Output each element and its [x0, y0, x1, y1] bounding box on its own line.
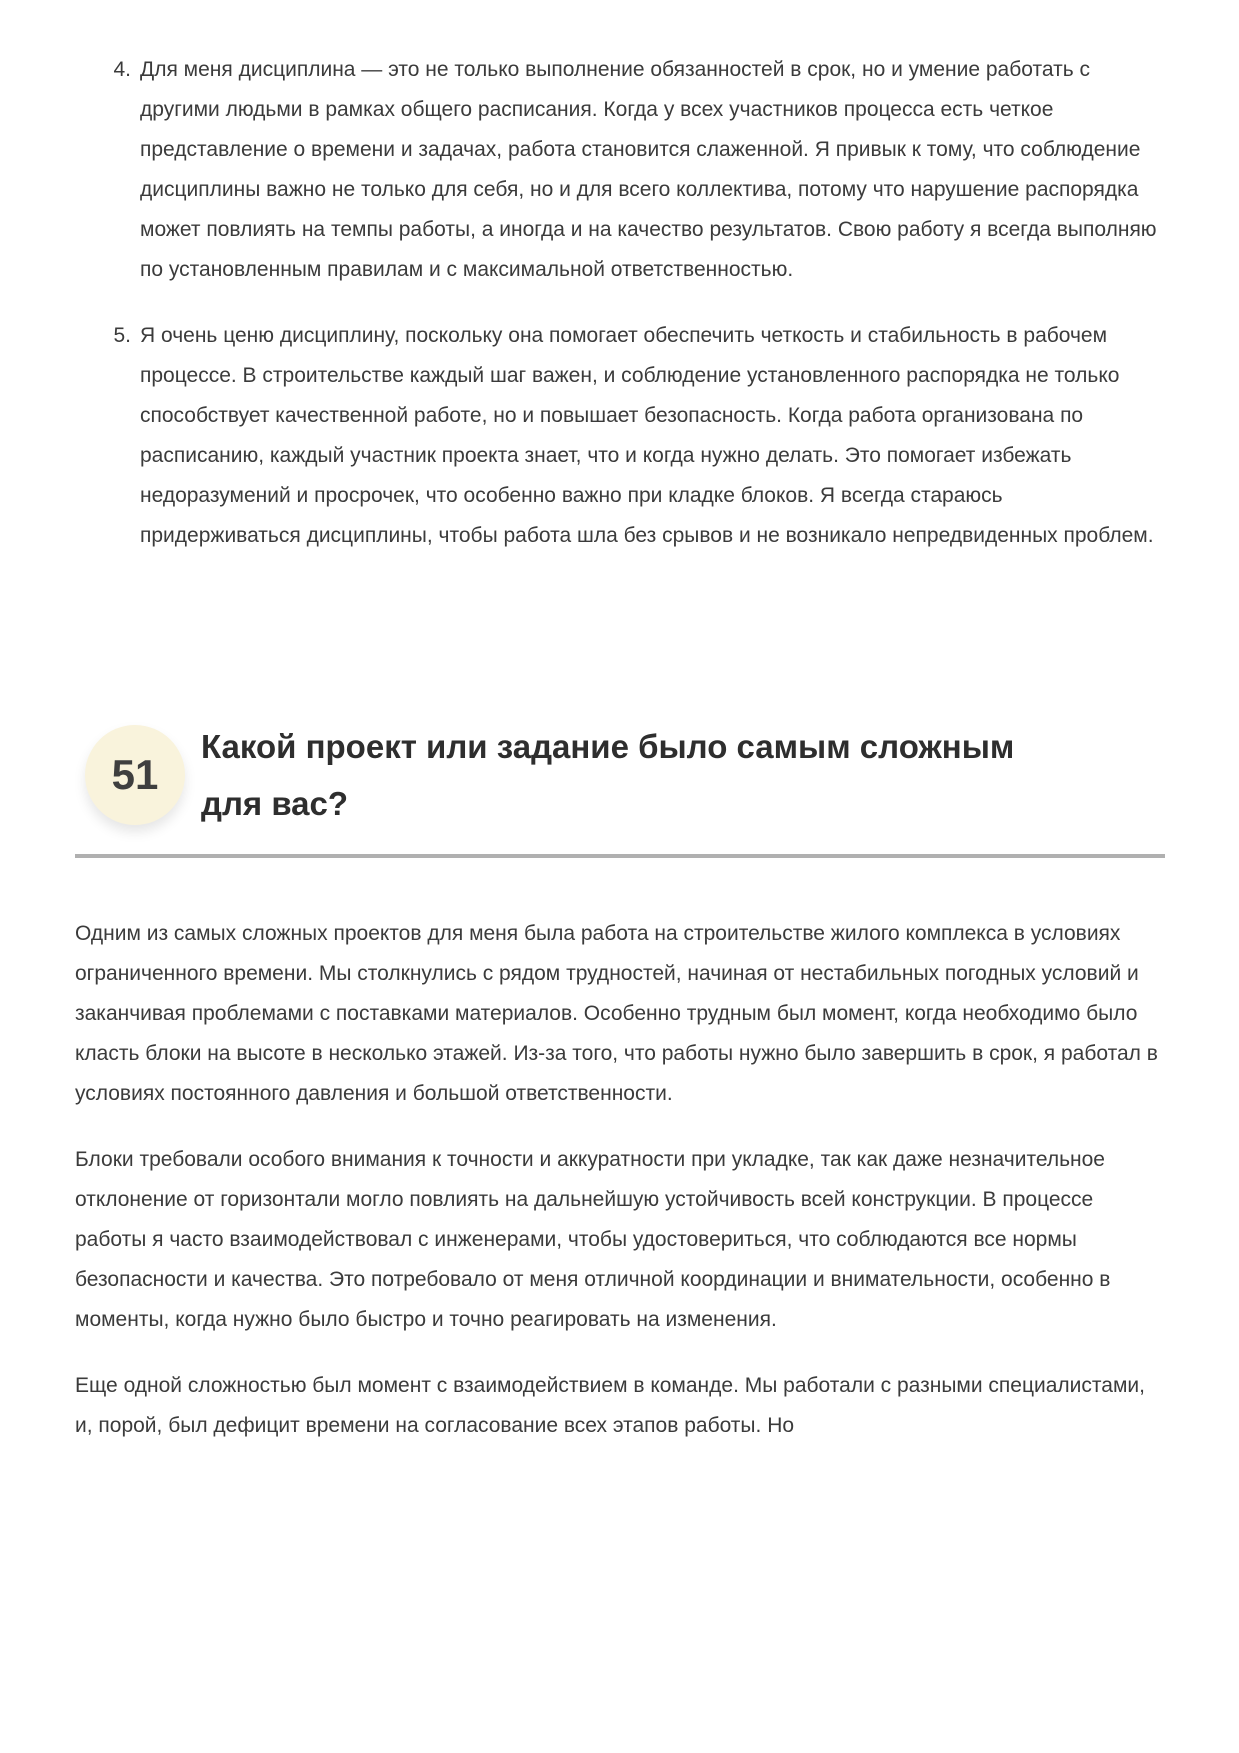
- section-divider: [75, 854, 1165, 858]
- list-item: [75, 316, 1165, 556]
- answers-list: [75, 50, 1165, 556]
- answer-paragraph: Одним из самых сложных проектов для меня была работа на строительстве жилого комплекса в условиях ограниченного времени. Мы столкнулись с рядом трудностей, начиная от нестабильных погодных условий и заканчивая проблемами с поставками материалов. Особенно трудным был момент, когда необходимо было класть блоки на высоте в несколько этажей. Из-за того, что работы нужно было завершить в срок, я работал в условиях постоянного давления и большой ответственности.: [75, 922, 1158, 1105]
- question-number-badge: 51: [85, 725, 185, 825]
- question-section: [75, 718, 1165, 1446]
- list-item: [75, 50, 1165, 290]
- list-item-number: 4.: [113, 58, 131, 81]
- question-header: [85, 718, 1165, 832]
- list-item-text: Я очень ценю дисциплину, поскольку она помогает обеспечить четкость и стабильность в рабочем процессе. В строительстве каждый шаг важен, и соблюдение установленного распорядка не только способствует качественной работе, но и повышает безопасность. Когда работа организована по расписанию, каждый участник проекта знает, что и когда нужно делать. Это помогает избежать недоразумений и просрочек, что особенно важно при кладке блоков. Я всегда стараюсь придерживаться дисциплины, чтобы работа шла без срывов и не возникало непредвиденных проблем.: [140, 324, 1154, 547]
- list-item-number: 5.: [113, 324, 131, 347]
- answer-paragraph: Блоки требовали особого внимания к точности и аккуратности при укладке, так как даже незначительное отклонение от горизонтали могло повлиять на дальнейшую устойчивость всей конструкции. В процессе работы я часто взаимодействовал с инженерами, чтобы удостовериться, что соблюдаются все нормы безопасности и качества. Это потребовало от меня отличной координации и внимательности, особенно в моменты, когда нужно было быстро и точно реагировать на изменения.: [75, 1148, 1111, 1331]
- answer-paragraph: Еще одной сложностью был момент с взаимодействием в команде. Мы работали с разными специалистами, и, порой, был дефицит времени на согласование всех этапов работы. Но: [75, 1374, 1145, 1437]
- answer-paragraphs: [75, 914, 1165, 1446]
- list-item-text: Для меня дисциплина — это не только выполнение обязанностей в срок, но и умение работать с другими людьми в рамках общего расписания. Когда у всех участников процесса есть четкое представление о времени и задачах, работа становится слаженной. Я привык к тому, что соблюдение дисциплины важно не только для себя, но и для всего коллектива, потому что нарушение распорядка может повлиять на темпы работы, а иногда и на качество результатов. Свою работу я всегда выполняю по установленным правилам и с максимальной ответственностью.: [140, 58, 1157, 281]
- question-title: Какой проект или задание было самым сложным для вас?: [201, 728, 1015, 822]
